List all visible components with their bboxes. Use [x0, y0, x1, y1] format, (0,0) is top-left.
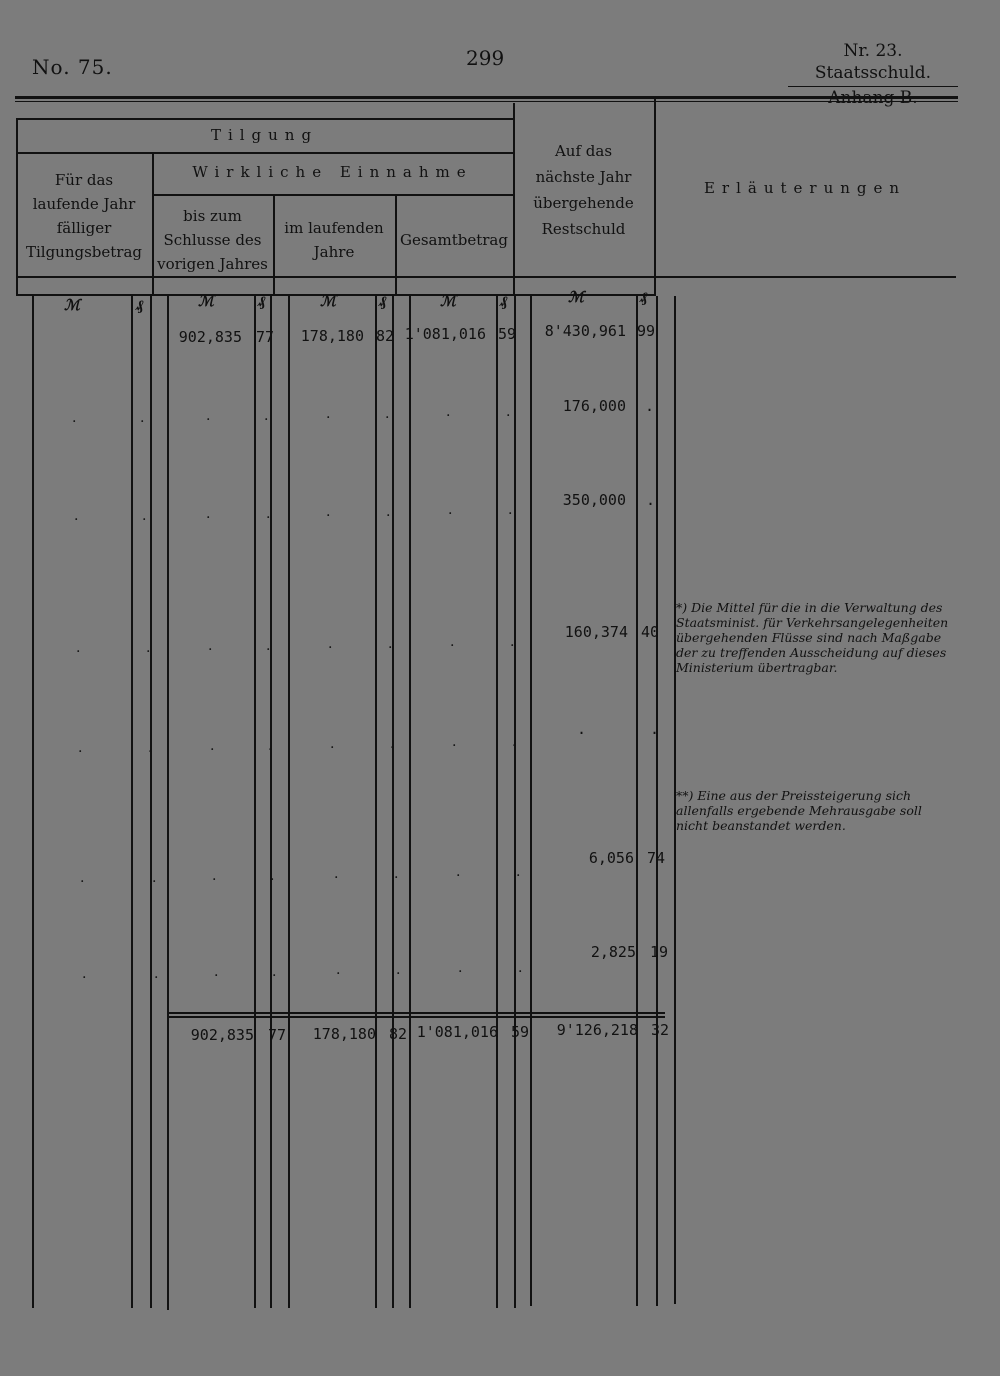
- top-rule-thin: [15, 101, 958, 102]
- leader-dot: .: [146, 640, 151, 656]
- header-faellig: Für das laufende Jahr fälliger Tilgungsbetrag: [25, 171, 143, 261]
- header-bis-zum: bis zum Schlusse des vorigen Jahres: [157, 207, 268, 273]
- leader-dot: .: [212, 868, 217, 884]
- leader-dot: .: [266, 638, 271, 654]
- unit-mark: ℳ: [440, 292, 457, 310]
- leader-dot: .: [142, 508, 147, 524]
- leader-dot: .: [516, 864, 521, 880]
- leader-dot: .: [74, 508, 79, 524]
- leader-dot: .: [268, 738, 273, 754]
- leader-dot: .: [448, 502, 453, 518]
- leader-dot: .: [206, 506, 211, 522]
- unit-pfennig: ₰: [640, 288, 648, 306]
- leader-dot: .: [328, 636, 333, 652]
- leader-dot: .: [510, 634, 515, 650]
- leader-dot: .: [330, 736, 335, 752]
- leader-dot: .: [456, 864, 461, 880]
- reference-block: [788, 40, 958, 109]
- leader-dot: .: [396, 962, 401, 978]
- leader-dot: .: [72, 410, 77, 426]
- footnote-1: *) Die Mittel für die in die Verwaltung des Staatsminist. für Verkehrsangelegenheiten übergehenden Flüsse sind nach Maßgabe der zu treffenden Ausscheidung auf dieses Ministerium übertragbar.: [676, 600, 949, 675]
- leader-dot: .: [272, 964, 277, 980]
- header-gesamtbetrag: Gesamtbetrag: [400, 231, 508, 249]
- leader-dot: .: [270, 868, 275, 884]
- leader-dot: .: [140, 410, 145, 426]
- leader-dot: .: [386, 504, 391, 520]
- page-number: 299: [466, 46, 505, 70]
- leader-dot: .: [326, 406, 331, 422]
- top-rule: [15, 96, 958, 99]
- unit-mark: ℳ: [568, 288, 585, 306]
- header-wirkliche-einnahme: Wirkliche Einnahme: [192, 163, 473, 181]
- leader-dot: .: [336, 962, 341, 978]
- leader-dot: .: [266, 506, 271, 522]
- leader-dot: .: [506, 404, 511, 420]
- unit-pfennig: ₰: [258, 292, 266, 310]
- leader-dot: .: [385, 406, 390, 422]
- footnote-2: **) Eine aus der Preissteigerung sich allenfalls ergebende Mehrausgabe soll nicht beanstandet werden.: [676, 788, 922, 833]
- leader-dot: .: [518, 960, 523, 976]
- leader-dot: .: [76, 640, 81, 656]
- leader-dot: .: [390, 736, 395, 752]
- leader-dot: .: [394, 866, 399, 882]
- leader-dot: .: [452, 734, 457, 750]
- unit-pfennig: ₰: [500, 292, 508, 310]
- leader-dot: .: [450, 634, 455, 650]
- header-erlaeuterungen: Erläuterungen: [703, 179, 907, 197]
- leader-dot: .: [148, 740, 153, 756]
- reference-line-1: Nr. 23. Staatsschuld.: [788, 40, 958, 87]
- unit-mark: ℳ: [320, 292, 337, 310]
- leader-dot: .: [508, 502, 513, 518]
- header-im-laufenden: im laufenden Jahre: [284, 219, 384, 261]
- page-number-left: No. 75.: [32, 55, 113, 79]
- leader-dot: .: [264, 408, 269, 424]
- header-tilgung: Tilgung: [210, 126, 319, 144]
- leader-dot: .: [214, 964, 219, 980]
- leader-dot: .: [210, 738, 215, 754]
- unit-mark: ℳ: [198, 292, 215, 310]
- leader-dot: .: [326, 504, 331, 520]
- leader-dot: .: [458, 960, 463, 976]
- leader-dot: .: [512, 734, 517, 750]
- leader-dot: .: [334, 866, 339, 882]
- leader-dot: .: [206, 408, 211, 424]
- leader-dot: .: [154, 966, 159, 982]
- leader-dot: .: [388, 636, 393, 652]
- leader-dot: .: [152, 870, 157, 886]
- leader-dot: .: [80, 870, 85, 886]
- unit-mark: ℳ: [64, 296, 81, 314]
- leader-dot: .: [208, 638, 213, 654]
- unit-pfennig: ₰: [136, 296, 144, 314]
- leader-dot: .: [446, 404, 451, 420]
- header-restschuld: Auf das nächste Jahr übergehende Restschuld: [533, 142, 634, 238]
- leader-dot: .: [82, 966, 87, 982]
- leader-dot: .: [78, 740, 83, 756]
- unit-pfennig: ₰: [379, 292, 387, 310]
